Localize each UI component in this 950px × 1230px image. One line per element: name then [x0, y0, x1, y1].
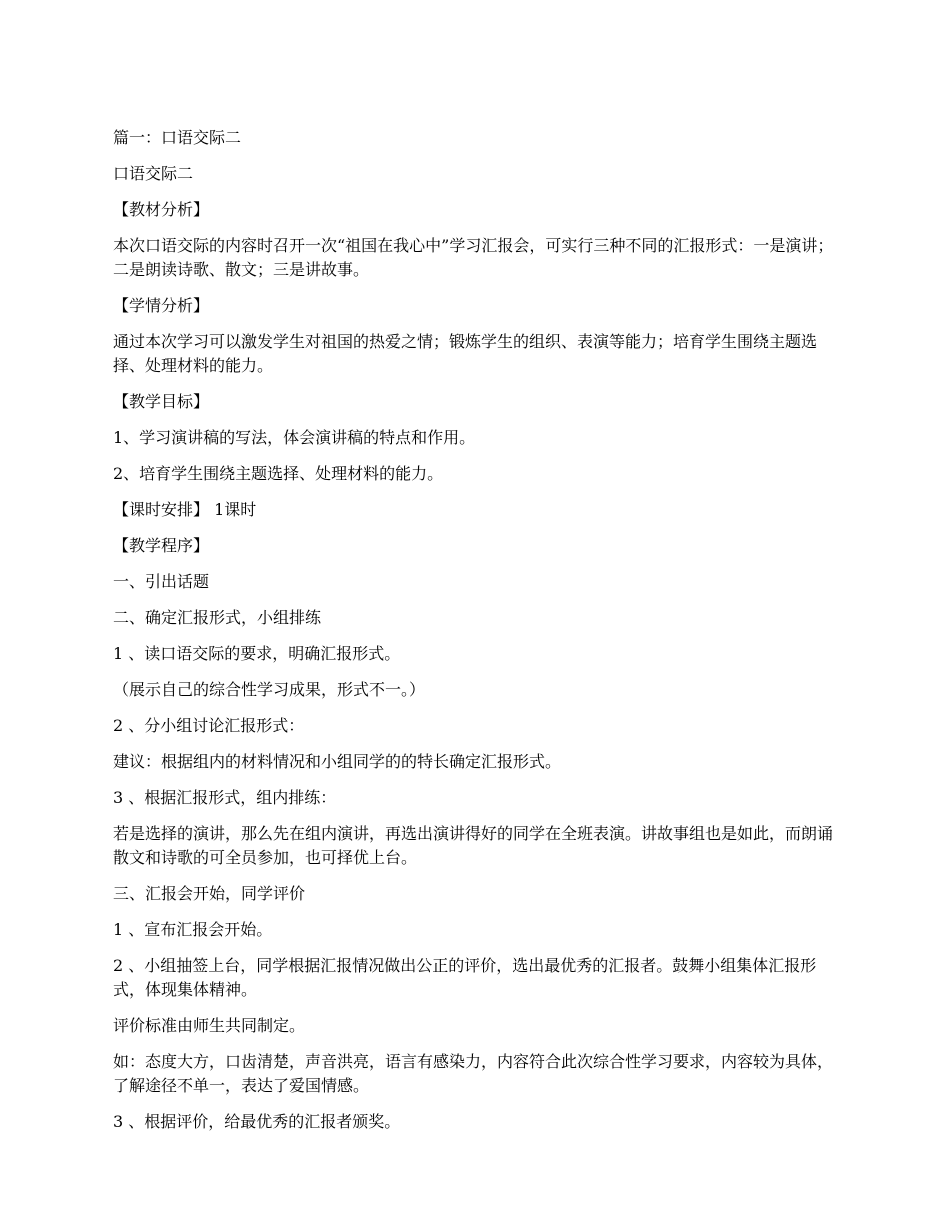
goal-item-1: 1、学习演讲稿的写法，体会演讲稿的特点和作用。 [113, 428, 476, 447]
procedure-substep: 2 、小组抽签上台，同学根据汇报情况做出公正的评价，选出最优秀的汇报者。鼓舞小组集体汇报形式，体现集体精神。 [113, 956, 817, 999]
paragraph-textbook-analysis: 本次口语交际的内容时召开一次“祖国在我心中”学习汇报会，可实行三种不同的汇报形式：一是演讲；二是朗读诗歌、散文；三是讲故事。 [113, 236, 834, 279]
procedure-note: 如：态度大方，口齿清楚，声音洪亮，语言有感染力，内容符合此次综合性学习要求，内容较为具体，了解途径不单一，表达了爱国情感。 [113, 1052, 834, 1095]
section-title: 口语交际二 [113, 164, 194, 183]
heading-textbook-analysis: 【教材分析】 [113, 200, 210, 219]
procedure-step-2: 二、确定汇报形式，小组排练 [113, 608, 322, 627]
procedure-note: 建议：根据组内的材料情况和小组同学的的特长确定汇报形式。 [113, 752, 562, 771]
heading-class-schedule: 【课时安排】 1课时 [113, 500, 257, 519]
procedure-substep: 1 、宣布汇报会开始。 [113, 920, 273, 939]
procedure-note: （展示自己的综合性学习成果，形式不一。） [113, 680, 426, 699]
heading-learner-analysis: 【学情分析】 [113, 296, 210, 315]
heading-teaching-procedure: 【教学程序】 [113, 536, 210, 555]
procedure-step-1: 一、引出话题 [113, 572, 210, 591]
heading-teaching-goals: 【教学目标】 [113, 392, 210, 411]
document-title: 篇一：口语交际二 [113, 128, 242, 147]
procedure-substep: 3 、根据评价，给最优秀的汇报者颁奖。 [113, 1112, 401, 1131]
procedure-substep: 1 、读口语交际的要求，明确汇报形式。 [113, 644, 401, 663]
procedure-note: 若是选择的演讲，那么先在组内演讲，再选出演讲得好的同学在全班表演。讲故事组也是如此，而朗诵散文和诗歌的可全员参加，也可择优上台。 [113, 824, 834, 867]
procedure-substep: 3 、根据汇报形式，组内排练： [113, 788, 337, 807]
procedure-step-3: 三、汇报会开始，同学评价 [113, 884, 306, 903]
goal-item-2: 2、培育学生围绕主题选择、处理材料的能力。 [113, 464, 444, 483]
document-body [113, 126, 840, 1146]
procedure-note: 评价标准由师生共同制定。 [113, 1016, 306, 1035]
paragraph-learner-analysis: 通过本次学习可以激发学生对祖国的热爱之情；锻炼学生的组织、表演等能力；培育学生围绕主题选择、处理材料的能力。 [113, 332, 818, 375]
procedure-substep: 2 、分小组讨论汇报形式： [113, 716, 305, 735]
